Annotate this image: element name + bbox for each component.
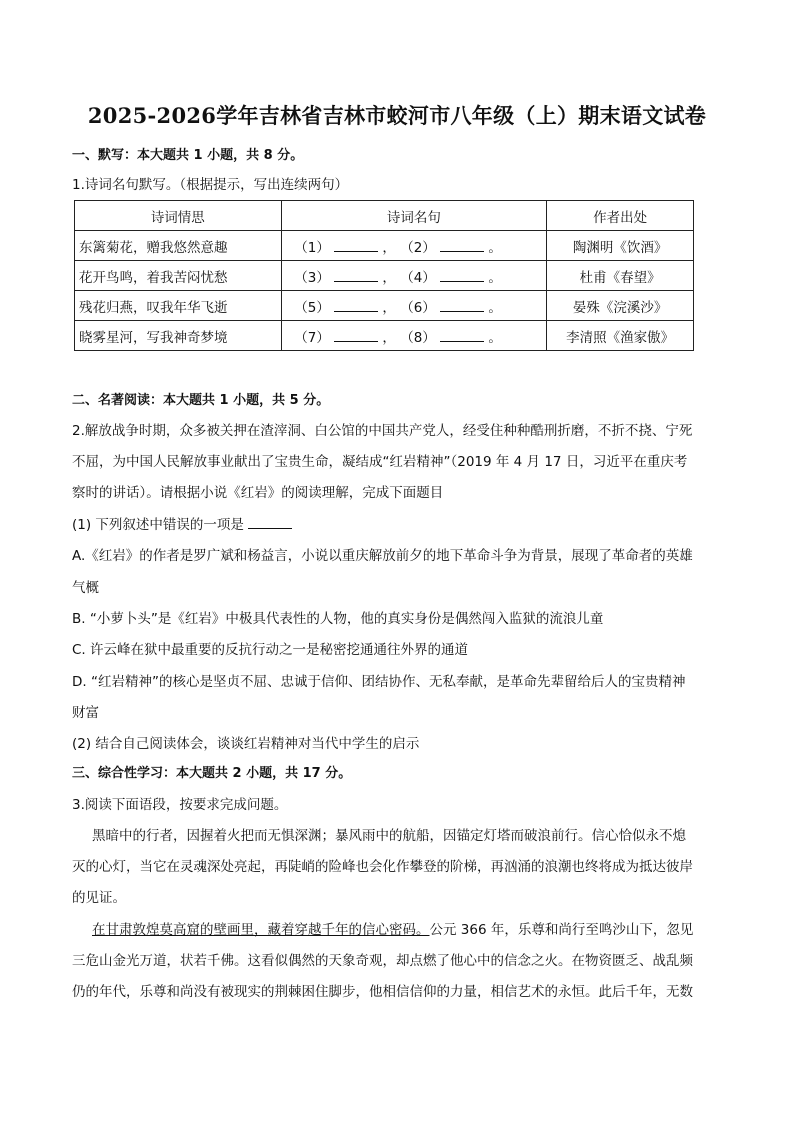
table-row	[75, 321, 694, 351]
answer-blank-8[interactable]	[440, 329, 484, 342]
answer-blank-6[interactable]	[440, 299, 484, 312]
passage-line: 不屈，为中国人民解放事业献出了宝贵生命，凝结成“红岩精神”（2019 年 4 月 17 日，习近平在重庆考	[72, 454, 688, 470]
passage-line: 察时的讲话）。请根据小说《红岩》的阅读理解，完成下面题目	[72, 485, 444, 501]
row-hint: 花开鸟鸣，着我苦闷忧愁	[75, 261, 282, 291]
answer-blank-choice[interactable]	[248, 516, 292, 529]
passage-line: 在甘肃敦煌莫高窟的壁画里，藏着穿越千年的信心密码。公元 366 年，乐尊和尚行至鸣沙山下，忽见	[92, 922, 694, 938]
table-row	[75, 231, 694, 261]
passage-line: 的见证。	[72, 890, 126, 906]
table-row	[75, 261, 694, 291]
passage-line: 灭的心灯，当它在灵魂深处亮起，再陡峭的险峰也会化作攀登的阶梯，再汹涌的浪潮也终将成为抵达彼岸	[72, 859, 693, 875]
answer-blank-2[interactable]	[440, 239, 484, 252]
question-1: 1.诗词名句默写。（根据提示，写出连续两句）	[72, 177, 349, 193]
answer-cell: （7） ， （8） 。	[281, 321, 547, 351]
row-hint: 残花归燕，叹我年华飞逝	[75, 291, 282, 321]
sub-question-1: (1) 下列叙述中错误的一项是	[72, 515, 722, 535]
section2-heading: 二、名著阅读：本大题共 1 小题，共 5 分。	[72, 393, 330, 408]
option-b: B. “小萝卜头”是《红岩》中极具代表性的人物，他的真实身份是偶然闯入监狱的流浪儿童	[72, 611, 604, 627]
row-source: 晏殊《浣溪沙》	[547, 291, 694, 321]
table-header: 作者出处	[547, 201, 694, 231]
answer-cell: （1） ， （2） 。	[281, 231, 547, 261]
answer-blank-1[interactable]	[334, 239, 378, 252]
row-source: 李清照《渔家傲》	[547, 321, 694, 351]
answer-blank-5[interactable]	[334, 299, 378, 312]
row-source: 陶渊明《饮酒》	[547, 231, 694, 261]
option-d-cont: 财富	[72, 705, 99, 721]
answer-blank-7[interactable]	[334, 329, 378, 342]
section3-heading: 三、综合性学习：本大题共 2 小题，共 17 分。	[72, 766, 352, 781]
passage-line: 仍的年代，乐尊和尚没有被现实的荆棘困住脚步，他相信信仰的力量，相信艺术的永恒。此后千年，无数	[72, 984, 693, 1000]
page-title: 2025-2026学年吉林省吉林市蛟河市八年级（上）期末语文试卷	[87, 103, 707, 128]
question-3: 3.阅读下面语段，按要求完成问题。	[72, 797, 288, 813]
passage-line: 三危山金光万道，状若千佛。这看似偶然的天象奇观，却点燃了他心中的信念之火。在物资匮乏、战乱频	[72, 953, 693, 969]
underlined-sentence: 在甘肃敦煌莫高窟的壁画里，藏着穿越千年的信心密码。	[92, 922, 430, 938]
table-header-row	[75, 201, 694, 231]
passage-line: 2.解放战争时期，众多被关押在渣滓洞、白公馆的中国共产党人，经受住种种酷刑折磨，不折不挠、宁死	[72, 423, 693, 439]
sub-question-2: (2) 结合自己阅读体会，谈谈红岩精神对当代中学生的启示	[72, 736, 420, 752]
answer-cell: （3） ， （4） 。	[281, 261, 547, 291]
table-row	[75, 291, 694, 321]
option-a-cont: 气概	[72, 580, 99, 596]
row-hint: 东篱菊花，赠我悠然意趣	[75, 231, 282, 261]
option-d: D. “红岩精神”的核心是坚贞不屈、忠诚于信仰、团结协作、无私奉献，是革命先辈留给后人的宝贵精神	[72, 674, 686, 690]
poem-table	[74, 200, 694, 351]
answer-blank-3[interactable]	[334, 269, 378, 282]
answer-blank-4[interactable]	[440, 269, 484, 282]
table-header: 诗词情思	[75, 201, 282, 231]
row-hint: 晓雾星河，写我神奇梦境	[75, 321, 282, 351]
option-a: A.《红岩》的作者是罗广斌和杨益言，小说以重庆解放前夕的地下革命斗争为背景，展现了革命者的英雄	[72, 548, 693, 564]
row-source: 杜甫《春望》	[547, 261, 694, 291]
section1-heading: 一、默写：本大题共 1 小题，共 8 分。	[72, 148, 304, 163]
option-c: C. 许云峰在狱中最重要的反抗行动之一是秘密挖通通往外界的通道	[72, 642, 469, 658]
table-header: 诗词名句	[281, 201, 547, 231]
passage-line: 黑暗中的行者，因握着火把而无惧深渊；暴风雨中的航船，因锚定灯塔而破浪前行。信心恰似永不熄	[92, 828, 686, 844]
answer-cell: （5） ， （6） 。	[281, 291, 547, 321]
